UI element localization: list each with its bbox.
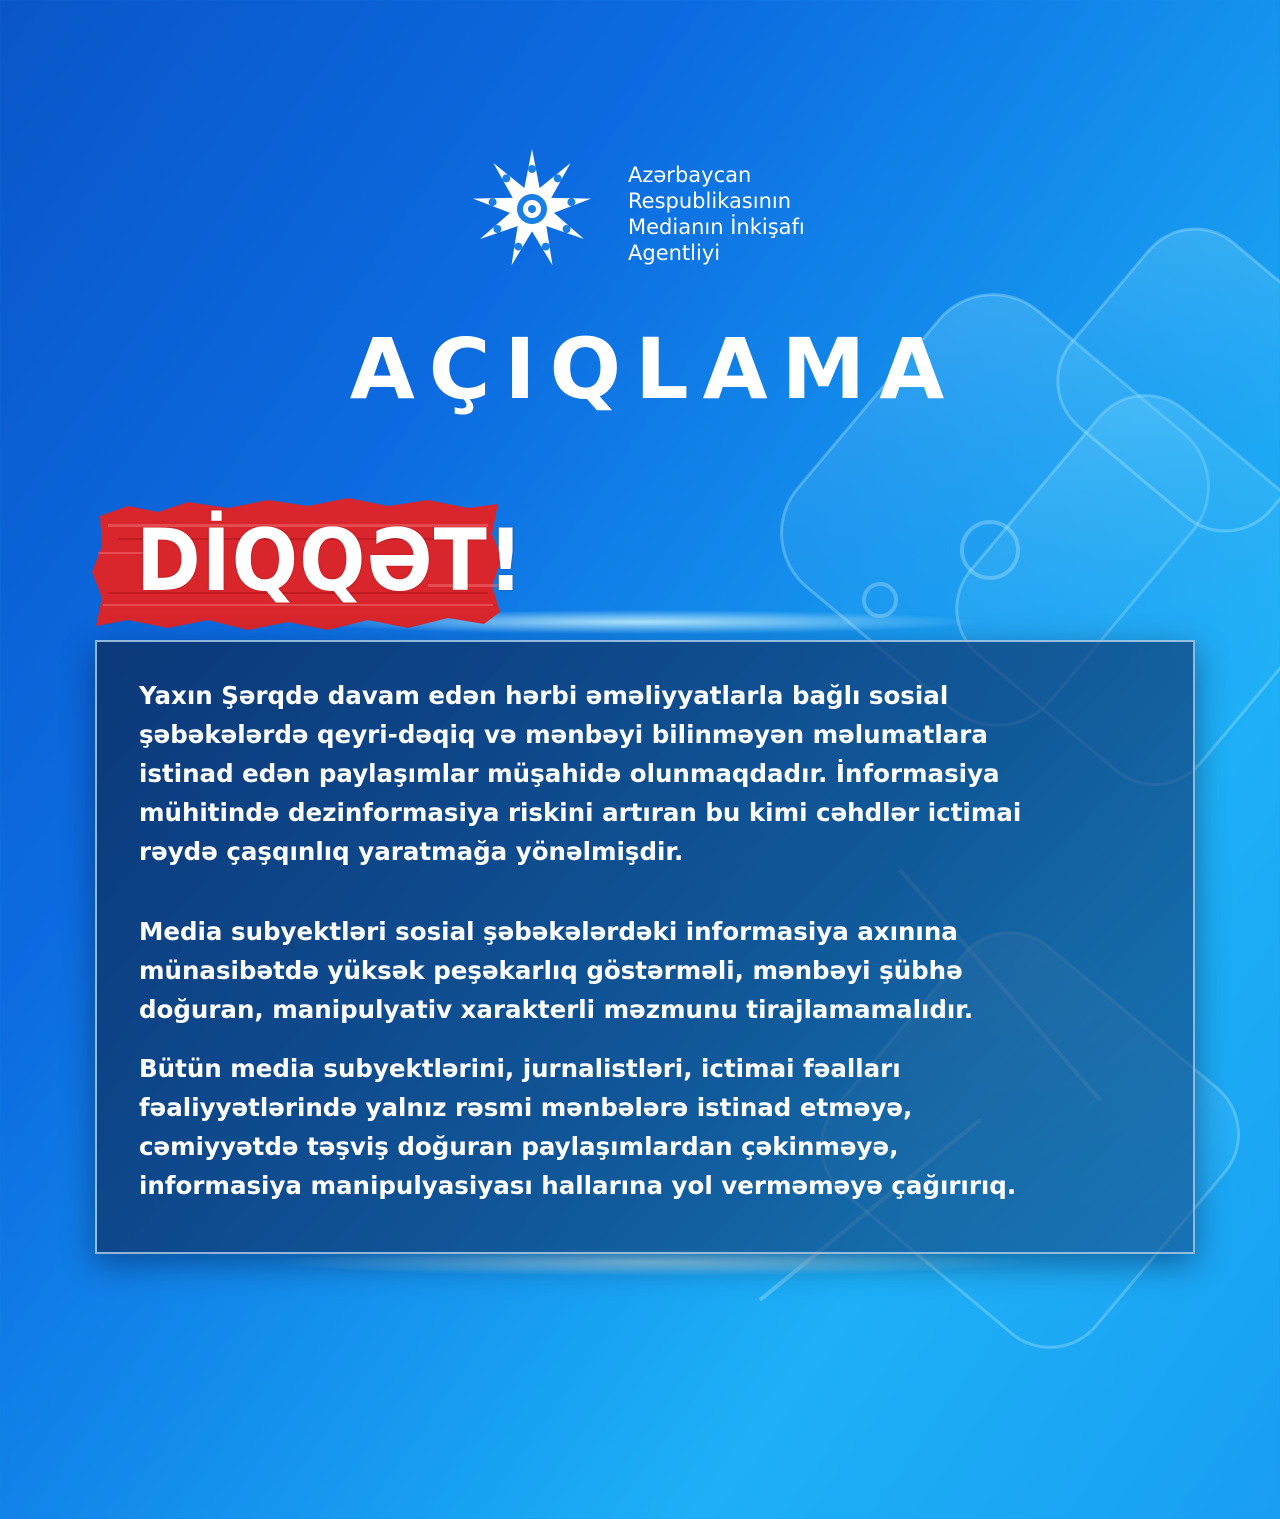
statement-line: doğuran, manipulyativ xarakterli məzmunu tirajlamamalıdır.	[139, 995, 974, 1024]
statement-line: istinad edən paylaşımlar müşahidə olunmaqdadır. İnformasiya	[139, 759, 1000, 788]
agency-name-line: Azərbaycan	[628, 163, 752, 187]
statement-paragraph	[139, 912, 1169, 1029]
statement-line: informasiya manipulyasiyası hallarına yol verməməyə çağırırıq.	[139, 1171, 1017, 1200]
statement-line: Yaxın Şərqdə davam edən hərbi əməliyyatlarla bağlı sosial	[139, 681, 949, 710]
statement-line: rəydə çaşqınlıq yaratmağa yönəlmişdir.	[139, 837, 684, 866]
agency-name-line: Agentliyi	[628, 241, 721, 265]
statement-line: fəaliyyətlərində yalnız rəsmi mənbələrə istinad etməyə,	[139, 1093, 913, 1122]
statement-line: cəmiyyətdə təşviş doğuran paylaşımlardan çəkinməyə,	[139, 1132, 899, 1161]
statement-line: şəbəkələrdə qeyri-dəqiq və mənbəyi bilinməyən məlumatlara	[139, 720, 988, 749]
statement-line: Bütün media subyektlərini, jurnalistləri, ictimai fəalları	[139, 1054, 901, 1083]
statement-panel	[95, 640, 1195, 1254]
statement-line: mühitində dezinformasiya riskini artıran bu kimi cəhdlər ictimai	[139, 798, 1022, 827]
statement-line: Media subyektləri sosial şəbəkələrdəki informasiya axınına	[139, 917, 958, 946]
page-title: AÇIQLAMA	[349, 320, 959, 418]
statement-line: münasibətdə yüksək peşəkarlıq göstərməli, mənbəyi şübhə	[139, 956, 963, 985]
agency-name-line: Respublikasının	[628, 189, 792, 213]
statement-paragraph	[139, 1049, 1169, 1205]
agency-name-line: Medianın İnkişafı	[628, 215, 805, 239]
star-emblem-icon	[458, 148, 606, 270]
statement-paragraph	[139, 676, 1169, 871]
attention-stamp-label: DİQQƏT!	[136, 512, 525, 611]
agency-name	[628, 162, 928, 266]
